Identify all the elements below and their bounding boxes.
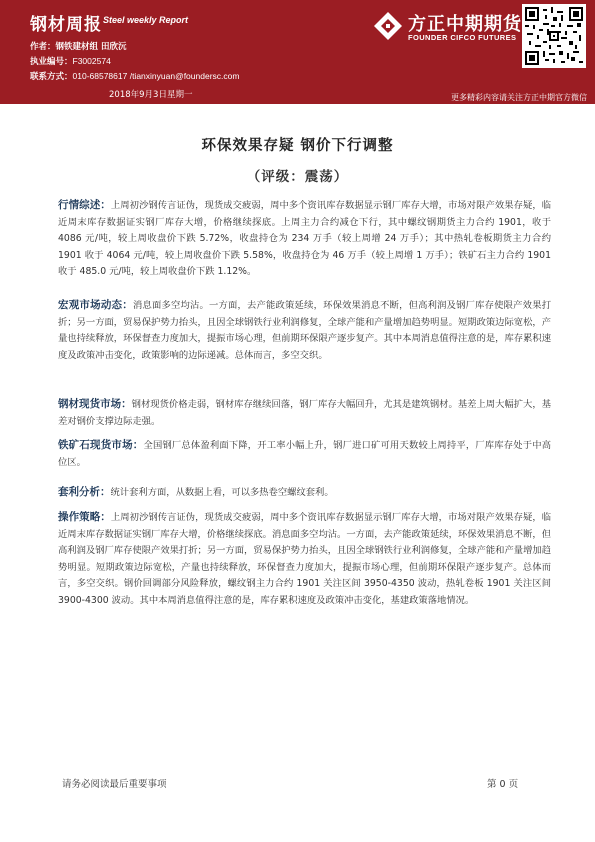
report-date: 2018年9月3日星期一: [109, 90, 193, 100]
disclaimer-note: 请务必阅读最后重要事项: [62, 779, 167, 790]
report-title: 环保效果存疑 钢价下行调整: [201, 138, 394, 154]
section-label: 钢材现货市场：: [58, 398, 132, 410]
section-text: 上周初沙钢传言证伪，现货成交疲弱，周中多个资讯库存数据显示钢厂库存大增，市场对限产效果存疑，临近周末库存数据证实钢厂库存大增，价格继续探底。上周主力合约减仓下行，其中螺纹钢期货主力合约 1901，收于 4086 元/吨，较上周收盘价下跌 5.72%，收盘持仓为 234 万手（较上周增 24 万手）；其中热轧卷板期货主力合约 1901 收于 4064 元/吨，较上周收盘价下跌 5.58%，收盘持仓为 46 万手（较上周增 1 万手）；铁矿石主力合约 1901 收于 485.0 元/吨，较上周收盘价下跌 1.12%。: [58, 200, 551, 277]
company-logo: [372, 8, 522, 46]
section-text: 统计套利方面，从数据上看，可以多热卷空螺纹套利。: [110, 487, 334, 498]
author-line: [30, 40, 126, 52]
author-label: 作者：: [30, 42, 56, 52]
section-arbitrage: [58, 484, 551, 502]
section-strategy: [58, 509, 551, 609]
logo-mark-icon: [372, 10, 404, 42]
section-text: 钢材现货价格走弱，钢材库存继续回落，钢厂库存大幅回升，尤其是建筑钢材。基差上周大幅扩大，基差对钢价支撑边际走强。: [58, 399, 551, 427]
section-label: 铁矿石现货市场：: [58, 439, 144, 451]
license-line: [30, 55, 111, 67]
section-label: 行情综述：: [58, 199, 111, 211]
report-series-title: 钢材周报: [30, 15, 102, 35]
section-text: 上周初沙钢传言证伪，现货成交疲弱，周中多个资讯库存数据显示钢厂库存大增，市场对限产效果存疑，临近周末库存数据证实钢厂库存大增，价格继续探底。消息面多空均沾。一方面，去产能政策延续，环保效果消息不断，但高利润及钢厂库存使限产效果打折；另一方面，贸易保护势力抬头，且因全球钢铁行业利润修复，全球产能和产量增加趋势明显。短期政策边际宽松，产量也持续释放，环保督查力度加大，提振市场心理，但前期环保限产逐步复产。总体而言，多空交织。钢价回调部分风险释放，螺纹钢主力合约 1901 关注区间 3950-4350 波动，热轧卷板 1901 关注区间 3900-4300 波动。其中本周消息值得注意的是，库存累积速度及政策冲击变化，基建政策落地情况。: [58, 512, 551, 606]
section-steel-spot: [58, 396, 551, 430]
section-label: 操作策略：: [58, 511, 111, 523]
page-number: 第 0 页: [487, 779, 519, 790]
section-text: 消息面多空均沾。一方面，去产能政策延续，环保效果消息不断，但高利润及钢厂库存使限产效果打折；另一方面，贸易保护势力抬头，且因全球钢铁行业利润修复，全球产能和产量增加趋势明显。短期政策边际宽松，产量也持续释放，环保督查力度加大，提振市场心理，但前期环保限产逐步复产。其中本周消息值得注意的是，库存累积速度及政策冲击变化，政策影响的边际递减。总体而言，多空交织。: [58, 300, 551, 361]
section-macro-dynamics: [58, 297, 551, 364]
section-label: 套利分析：: [58, 486, 111, 498]
logo-text-cn: 方正中期期货: [408, 14, 522, 35]
report-header: [0, 0, 595, 104]
section-market-overview: [58, 197, 551, 281]
follow-wechat-note: 更多精彩内容请关注方正中期官方微信: [451, 93, 587, 102]
logo-text-en: FOUNDER CIFCO FUTURES: [408, 33, 517, 42]
contact-line: [30, 70, 239, 82]
author-value: 钢铁建材组 田欣沅: [55, 42, 127, 52]
contact-value: 010-68578617 /tianxinyuan@foundersc.com: [72, 71, 240, 81]
qr-code-icon: [525, 7, 583, 65]
section-text: 全国钢厂总体盈利面下降，开工率小幅上升，钢厂进口矿可用天数较上周持平，厂库库存处于中高位区。: [58, 440, 551, 468]
license-label: 执业编号：: [30, 57, 73, 67]
section-label: 宏观市场动态：: [58, 299, 133, 311]
contact-label: 联系方式：: [30, 72, 73, 82]
report-rating: （评级：震荡）: [246, 169, 349, 185]
wechat-qr-code: [522, 4, 586, 68]
report-series-subtitle: Steel weekly Report: [103, 15, 189, 25]
license-value: F3002574: [72, 56, 111, 66]
section-iron-ore-spot: [58, 437, 551, 471]
